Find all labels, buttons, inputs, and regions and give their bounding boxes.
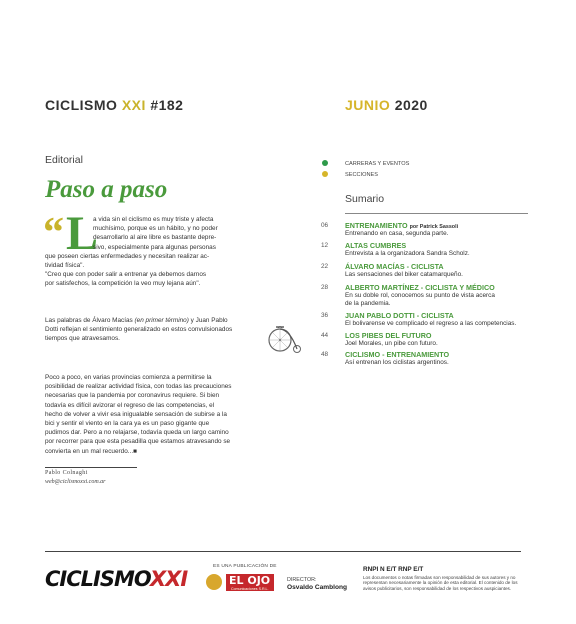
toc-title[interactable]: CICLISMO - ENTRENAMIENTO: [345, 350, 450, 359]
quote-mark-icon: “: [43, 210, 60, 256]
toc-description: Joel Morales, un pibe con futuro.: [345, 340, 438, 347]
ciclismoxxi-logo: [45, 567, 187, 591]
toc-title-text: ENTRENAMIENTO: [345, 221, 408, 230]
editorial-line: a vida sin el ciclismo es muy triste y afecta: [93, 216, 214, 223]
logo-xxi: XXI: [149, 567, 188, 591]
para2-italic: (en primer término): [134, 317, 189, 324]
toc-description: Así entrenan los ciclistas argentinos.: [345, 359, 449, 366]
toc-author: por Patrick Sassoli: [409, 224, 459, 230]
editorial-line: por satisfechos, la competición la veo muy lejana aún".: [45, 280, 201, 288]
issue-month: JUNIO: [345, 97, 391, 113]
toc-title[interactable]: ALBERTO MARTÍNEZ - CICLISTA Y MÉDICO: [345, 283, 495, 292]
penny-farthing-icon: [266, 322, 302, 361]
el-ojo-emblem-icon: [206, 574, 222, 590]
toc-page-number: 12: [321, 242, 329, 249]
editorial-paragraph-2: [45, 316, 233, 344]
legend-dot-gold: [322, 171, 328, 177]
toc-page-number: 28: [321, 284, 329, 291]
legend-label: CARRERAS Y EVENTOS: [345, 161, 410, 167]
magazine-header: [45, 97, 183, 113]
editorial-line: tividad física".: [45, 262, 85, 270]
toc-title[interactable]: LOS PIBES DEL FUTURO: [345, 331, 432, 340]
toc-title[interactable]: [345, 221, 458, 230]
toc-title[interactable]: JUAN PABLO DOTTI - CICLISTA: [345, 311, 454, 320]
signature-email: web@ciclismoxxi.com.ar: [45, 479, 106, 485]
director-name: Osvaldo Camblong: [287, 584, 348, 591]
legend-label: SECCIONES: [345, 172, 378, 178]
legend-dot-green: [322, 160, 328, 166]
publisher-label: ES UNA PUBLICACIÓN DE: [213, 564, 277, 569]
editorial-line: desarrollarlo al aire libre es bastante depre-: [93, 234, 217, 242]
editorial-line: sivo, especialmente para algunas personas: [93, 243, 216, 251]
logo-main: CICLISMO: [45, 567, 150, 591]
magazine-name: CICLISMO: [45, 97, 118, 113]
editorial-paragraph-3: [45, 373, 233, 456]
director-label: DIRECTOR:: [287, 577, 317, 583]
signature-name: Pablo Colnaghi: [45, 470, 88, 476]
editorial-line: "Creo que con poder salir a entrenar ya debemos darnos: [45, 271, 207, 279]
toc-page-number: 22: [321, 263, 329, 270]
toc-description: En su doble rol, conocemos su punto de vista acerca de la pandemia.: [345, 292, 495, 308]
toc-title[interactable]: ALTAS CUMBRES: [345, 241, 407, 250]
toc-page-number: 48: [321, 351, 329, 358]
magazine-xxi: XXI: [121, 97, 146, 113]
el-ojo-subtitle: Comunicaciones S.R.L.: [231, 587, 269, 591]
issue-date: [345, 97, 428, 113]
footer-rule: [45, 551, 521, 552]
toc-description: Las sensaciones del biker catamarqueño.: [345, 271, 463, 278]
toc-page-number: 06: [321, 222, 329, 229]
toc-description: Entrenando en casa, segunda parte.: [345, 230, 449, 237]
drop-cap: L: [66, 207, 99, 260]
legal-disclaimer: Los documentos o notas firmadas son responsabilidad de sus autores y no representan necesariamente la opinión de esta editorial. El contenido de los avisos publicitarios, son responsabilidad de los respectivos auspiciantes.: [363, 575, 518, 591]
para2-text: Las palabras de Álvaro Macías: [45, 317, 135, 324]
end-mark: ■: [133, 447, 137, 455]
para2-text-end: y Juan Pablo Dotti reflejan el sentimiento generalizado en estos convulsionados tiempos que atravesamos.: [45, 317, 233, 343]
editorial-line: que poseen ciertas enfermedades y necesitan realizar ac-: [45, 252, 210, 260]
rnpi-number: RNPI N E/T RNP E/T: [363, 566, 424, 573]
sumario-heading: Sumario: [345, 193, 385, 205]
para3-text: Poco a poco, en varias provincias comienza a permitirse la posibilidad de realizar actividad física, con todas las precauciones necesarias que la pandemia por coronavirus requiere. Si bien todavía es difícil avizorar el regreso de las competencias, el hecho de volver a vivir esa inigualable sensación de subirse a la bici y sentir el viento en la cara ya es un paso gigante que pudimos dar. Pero a no relajarse, todavía queda un largo camino por recorrer para que esta pesadilla que estamos atravesando se convierta en un mal recuerdo...: [45, 374, 232, 455]
signature-rule: [45, 467, 137, 468]
toc-page-number: 36: [321, 312, 329, 319]
toc-title[interactable]: ÁLVARO MACÍAS - CICLISTA: [345, 262, 444, 271]
editorial-paragraph-1: [45, 215, 233, 289]
toc-description: El bolivarense ve complicado el regreso a las competencias.: [345, 320, 517, 327]
issue-number: #182: [150, 97, 184, 113]
toc-description: Entrevista a la organizadora Sandra Scholz.: [345, 250, 470, 257]
toc-page-number: 44: [321, 332, 329, 339]
editorial-section-label: Editorial: [45, 154, 83, 166]
issue-year: 2020: [394, 97, 428, 113]
sumario-rule: [345, 213, 528, 214]
editorial-title: Paso a paso: [45, 176, 168, 203]
editorial-line: muchísimo, porque es un hábito, y no poder: [93, 225, 218, 233]
el-ojo-logo: EL OJO: [229, 574, 271, 587]
